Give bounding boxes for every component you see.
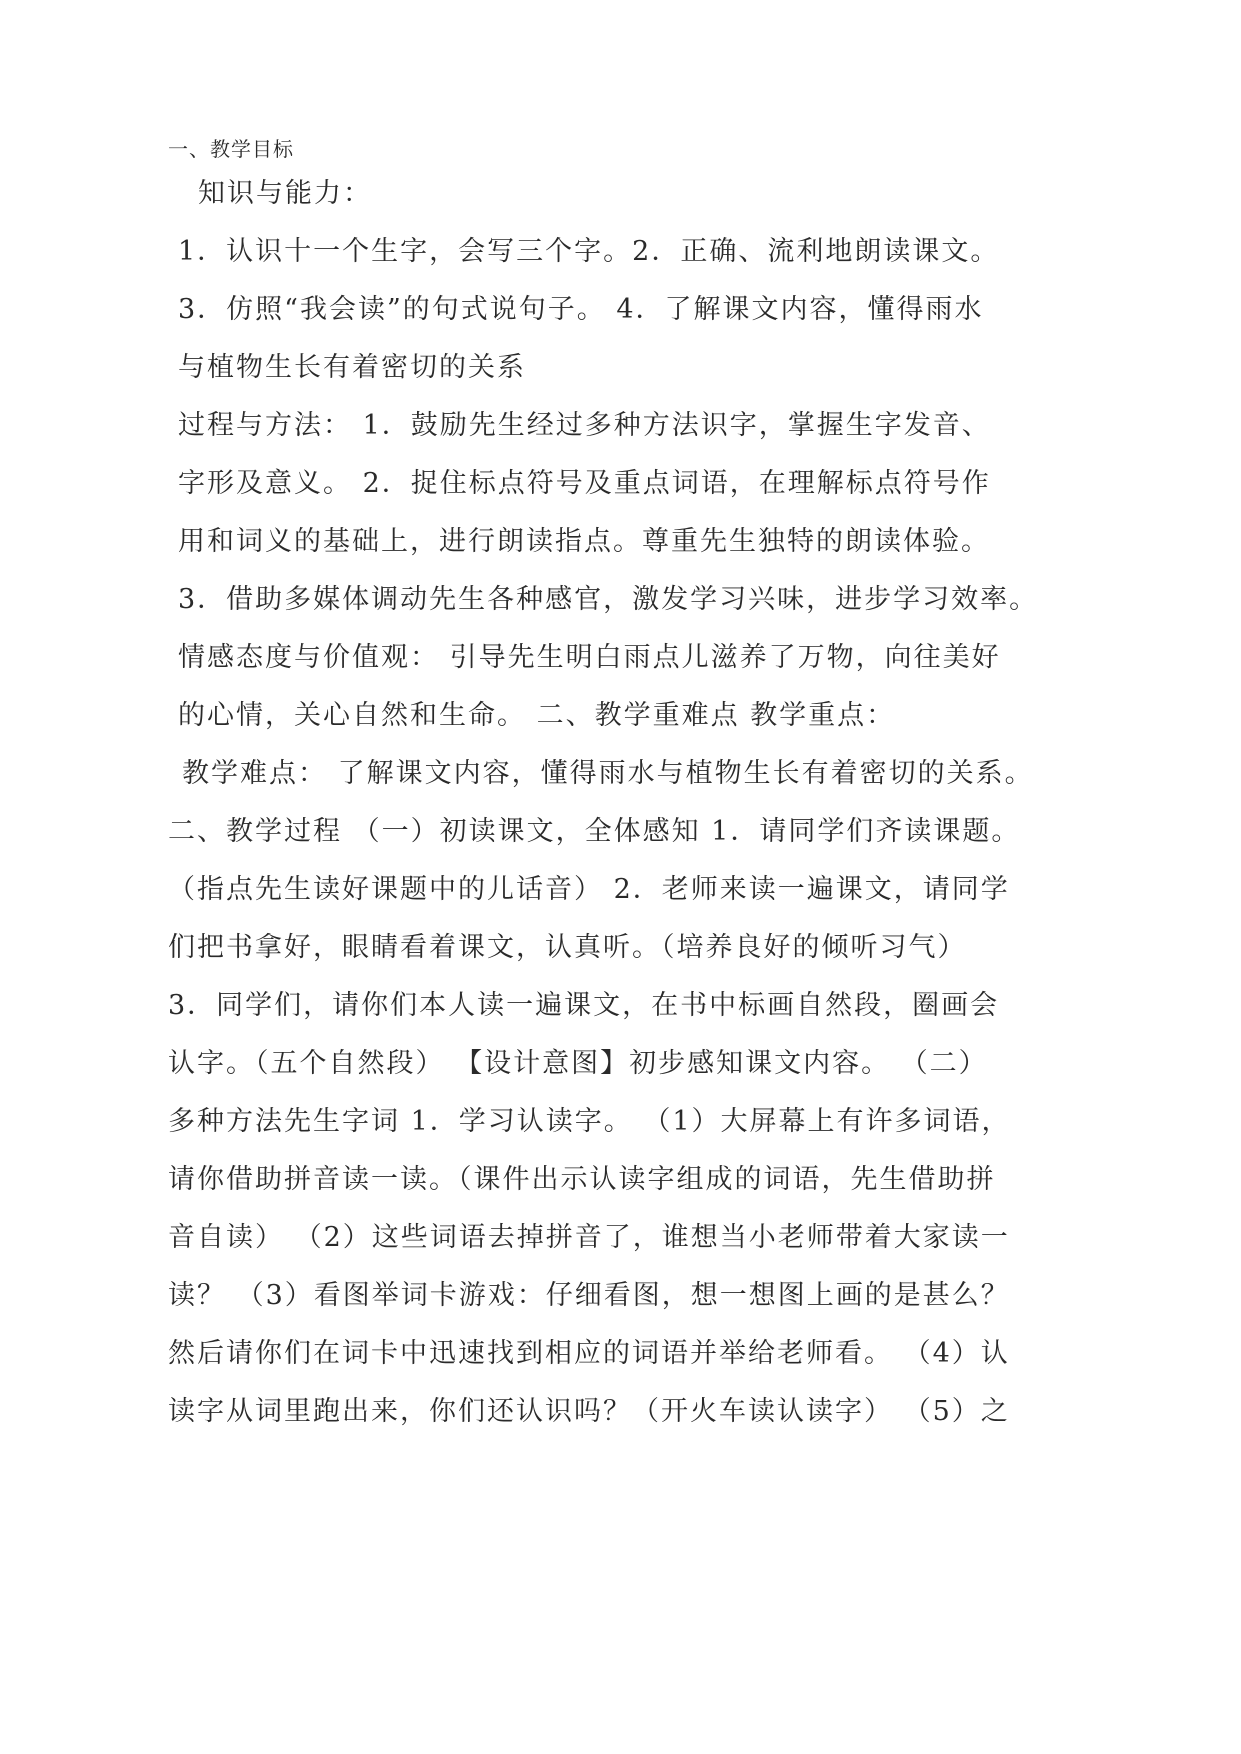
paragraph-line: 与植物生长有着密切的关系 [178,352,526,383]
paragraph-line: 的心情，关心自然和生命。 二、教学重难点 教学重点： [178,700,896,731]
paragraph-line: 用和词义的基础上，进行朗读指点。尊重先生独特的朗读体验。 [178,526,990,557]
paragraph-line: 读？ （3）看图举词卡游戏：仔细看图，想一想图上画的是甚么？ [168,1280,1010,1311]
paragraph-line: 然后请你们在词卡中迅速找到相应的词语并举给老师看。 （4）认 [168,1338,1010,1369]
paragraph-line: 3．仿照“我会读”的句式说句子。 4．了解课文内容，懂得雨水 [178,294,984,325]
paragraph-line: 3．借助多媒体调动先生各种感官，激发学习兴味，进步学习效率。 [178,584,1039,615]
section-heading-teaching-goals: 一、教学目标 [168,137,294,161]
paragraph-line: 读字从词里跑出来，你们还认识吗？（开火车读认读字） （5）之 [168,1396,1010,1427]
paragraph-line: 情感态度与价值观： 引导先生明白雨点儿滋养了万物，向往美好 [178,642,1001,673]
paragraph-line: 字形及意义。 2．捉住标点符号及重点词语，在理解标点符号作 [178,468,991,499]
paragraph-line: 1．认识十一个生字，会写三个字。2．正确、流利地朗读课文。 [178,236,1000,267]
paragraph-line: 过程与方法： 1．鼓励先生经过多种方法识字，掌握生字发音、 [178,410,991,441]
paragraph-line: 们把书拿好，眼睛看着课文，认真听。（培养良好的倾听习气） [168,932,967,963]
paragraph-line: 多种方法先生字词 1．学习认读字。 （1）大屏幕上有许多词语， [168,1106,1011,1137]
paragraph-line: 请你借助拼音读一读。（课件出示认读字组成的词语，先生借助拼 [168,1164,996,1195]
subheading-knowledge-ability: 知识与能力： [198,178,372,209]
paragraph-line: 3．同学们，请你们本人读一遍课文，在书中标画自然段，圈画会 [168,990,1000,1021]
paragraph-line: 教学难点： 了解课文内容，懂得雨水与植物生长有着密切的关系。 [182,758,1034,789]
paragraph-line: 二、教学过程 （一）初读课文，全体感知 1．请同学们齐读课题。 [168,816,1021,847]
paragraph-line: 认字。（五个自然段） 【设计意图】初步感知课文内容。 （二） [168,1048,988,1079]
paragraph-line: （指点先生读好课题中的儿话音） 2．老师来读一遍课文，请同学 [168,874,1010,905]
paragraph-line: 音自读） （2）这些词语去掉拼音了，谁想当小老师带着大家读一 [168,1222,1010,1253]
